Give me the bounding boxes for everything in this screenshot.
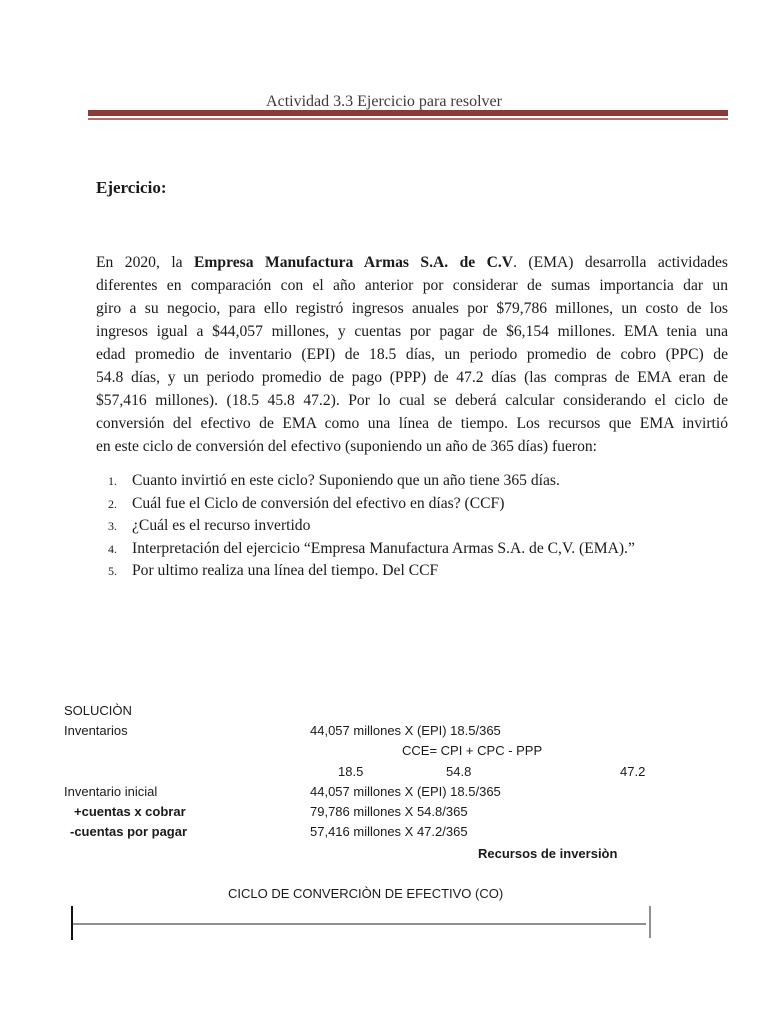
exercise-paragraph bbox=[96, 251, 728, 458]
value-ppc: 54.8 bbox=[446, 764, 472, 779]
paragraph-line bbox=[96, 251, 728, 274]
paragraph-line: $57,416 millones). (18.5 45.8 47.2). Por lo cual se deberá calcular considerando el ciclo de bbox=[96, 392, 728, 409]
paragraph-line: edad promedio de inventario (EPI) de 18.5 días, un periodo promedio de cobro (PPC) de bbox=[96, 346, 728, 363]
document-header-title: Actividad 3.3 Ejercicio para resolver bbox=[266, 93, 502, 110]
list-item bbox=[108, 560, 748, 583]
list-item-text: Por ultimo realiza una línea del tiempo. Del CCF bbox=[132, 562, 439, 579]
header-divider-thin bbox=[88, 118, 728, 120]
inventario-inicial-label: Inventario inicial bbox=[64, 784, 158, 799]
paragraph-text: En 2020, la bbox=[96, 254, 195, 271]
paragraph-line: diferentes en comparación con el año anterior por considerar de sumas importancia dar un bbox=[96, 277, 728, 294]
list-item bbox=[108, 515, 748, 538]
paragraph-line: ingresos igual a $44,057 millones, y cuentas por pagar de $6,154 millones. EMA tenia una bbox=[96, 323, 728, 340]
company-name: Empresa Manufactura Armas S.A. de C.V bbox=[194, 254, 514, 271]
cce-formula: CCE= CPI + CPC - PPP bbox=[402, 743, 543, 758]
value-epi: 18.5 bbox=[338, 764, 364, 779]
list-number: 1. bbox=[108, 474, 117, 488]
cuentas-cobrar-label: +cuentas x cobrar bbox=[74, 804, 186, 819]
list-item-text: Cuál fue el Ciclo de conversión del efectivo en días? (CCF) bbox=[132, 494, 505, 512]
header-divider bbox=[88, 110, 728, 116]
inventarios-label: Inventarios bbox=[64, 723, 128, 738]
recursos-label: Recursos de inversiòn bbox=[478, 846, 618, 861]
list-item bbox=[108, 538, 748, 561]
exercise-heading: Ejercicio: bbox=[96, 178, 167, 197]
list-item-text: ¿Cuál es el recurso invertido bbox=[132, 517, 311, 534]
list-number: 3. bbox=[108, 519, 117, 533]
list-item-text: Interpretación del ejercicio “Empresa Manufactura Armas S.A. de C,V. (EMA).” bbox=[132, 539, 635, 557]
paragraph-line: giro a su negocio, para ello registró ingresos anuales por $79,786 millones, un costo de los bbox=[96, 300, 728, 317]
list-item bbox=[108, 493, 748, 516]
solution-heading: SOLUCIÒN bbox=[64, 703, 132, 718]
value-ppp: 47.2 bbox=[620, 764, 646, 779]
paragraph-line: conversión del efectivo de EMA como una línea de tiempo. Los recursos que EMA invirtió bbox=[96, 415, 728, 432]
list-item bbox=[108, 470, 748, 493]
list-number: 2. bbox=[108, 496, 117, 511]
paragraph-line: 54.8 días, y un periodo promedio de pago (PPP) de 47.2 días (las compras de EMA eran de bbox=[96, 369, 728, 386]
questions-list bbox=[108, 470, 748, 583]
list-number: 4. bbox=[108, 541, 117, 556]
paragraph-text: . (EMA) desarrolla actividades bbox=[513, 254, 728, 271]
list-number: 5. bbox=[108, 564, 117, 578]
cuentas-pagar-label: -cuentas por pagar bbox=[70, 824, 188, 839]
cuentas-cobrar-formula: 79,786 millones X 54.8/365 bbox=[310, 804, 468, 819]
list-item-text: Cuanto invirtió en este ciclo? Suponiendo que un año tiene 365 días. bbox=[132, 472, 560, 489]
ciclo-title: CICLO DE CONVERCIÒN DE EFECTIVO (CO) bbox=[228, 886, 504, 901]
inventario-inicial-formula: 44,057 millones X (EPI) 18.5/365 bbox=[310, 784, 501, 799]
inventarios-formula: 44,057 millones X (EPI) 18.5/365 bbox=[310, 723, 501, 738]
cuentas-pagar-formula: 57,416 millones X 47.2/365 bbox=[310, 824, 468, 839]
paragraph-line: en este ciclo de conversión del efectivo (suponiendo un año de 365 días) fueron: bbox=[96, 438, 598, 455]
